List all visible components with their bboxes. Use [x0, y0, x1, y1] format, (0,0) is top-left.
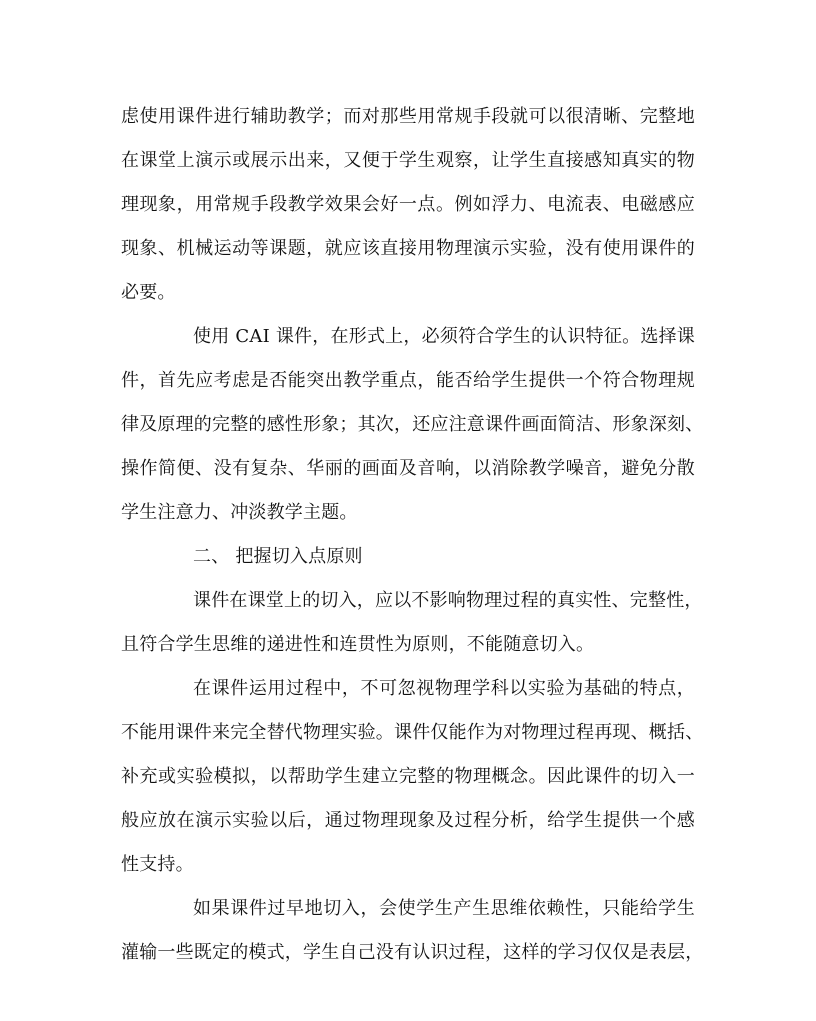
paragraph-line: 补充或实验模拟，以帮助学生建立完整的物理概念。因此课件的切入一 [121, 766, 695, 787]
paragraph-first-line: 使用 CAI 课件，在形式上，必须符合学生的认识特征。选择课 [193, 326, 695, 347]
paragraph-first-line: 在课件运用过程中，不可忽视物理学科以实验为基础的特点， [193, 678, 695, 699]
paragraph-line: 不能用课件来完全替代物理实验。课件仅能作为对物理过程再现、概括、 [121, 722, 704, 743]
section-heading: 二、 把握切入点原则 [193, 546, 363, 567]
paragraph-line: 现象、机械运动等课题，就应该直接用物理演示实验，没有使用课件的 [121, 238, 695, 259]
paragraph-first-line: 课件在课堂上的切入，应以不影响物理过程的真实性、完整性， [193, 590, 703, 611]
paragraph-line: 律及原理的完整的感性形象；其次，还应注意课件画面简洁、形象深刻、 [121, 414, 704, 435]
paragraph-line: 必要。 [121, 282, 176, 303]
paragraph-line: 性支持。 [121, 854, 194, 875]
paragraph-line: 件，首先应考虑是否能突出教学重点，能否给学生提供一个符合物理规 [121, 370, 695, 391]
paragraph-line: 且符合学生思维的递进性和连贯性为原则，不能随意切入。 [121, 634, 595, 655]
paragraph-line: 理现象，用常规手段教学效果会好一点。例如浮力、电流表、电磁感应 [121, 194, 695, 215]
paragraph-line: 灌输一些既定的模式，学生自己没有认识过程，这样的学习仅仅是表层， [121, 942, 704, 963]
paragraph-first-line: 如果课件过早地切入，会使学生产生思维依赖性，只能给学生 [193, 898, 695, 919]
paragraph-line: 在课堂上演示或展示出来，又便于学生观察，让学生直接感知真实的物 [121, 150, 695, 171]
paragraph-line: 虑使用课件进行辅助教学；而对那些用常规手段就可以很清晰、完整地 [121, 106, 695, 127]
paragraph-line: 操作简便、没有复杂、华丽的画面及音响，以消除教学噪音，避免分散 [121, 458, 695, 479]
paragraph-line: 般应放在演示实验以后，通过物理现象及过程分析，给学生提供一个感 [121, 810, 695, 831]
paragraph-line: 学生注意力、冲淡教学主题。 [121, 502, 358, 523]
